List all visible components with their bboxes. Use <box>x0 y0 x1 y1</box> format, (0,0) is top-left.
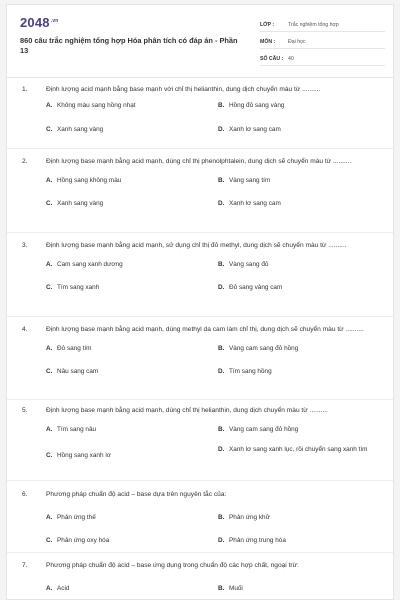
question-stem <box>7 489 393 500</box>
option-a[interactable]: A. Không màu sang hồng nhạt <box>46 102 136 109</box>
question-stem <box>7 240 393 251</box>
question-text: Định lượng base mạnh bằng acid mạnh, sử dụng chỉ thị đỏ methyl, dung dịch sẽ chuyển màu từ .......... <box>46 242 347 249</box>
meta-class-value: Trắc nghiệm tổng hợp <box>288 22 339 28</box>
question-5 <box>7 405 393 459</box>
option-c[interactable]: C. Xanh sang vàng <box>46 200 104 207</box>
question-number: 7. <box>22 562 28 569</box>
option-d[interactable]: D. Xanh lơ sang cam <box>218 200 281 207</box>
question-number: 4. <box>22 326 28 333</box>
question-divider <box>7 480 393 481</box>
option-d[interactable]: D. Tím sang hồng <box>218 368 272 375</box>
question-number: 2. <box>22 158 28 165</box>
question-2 <box>7 156 393 207</box>
meta-count-value: 40 <box>288 56 294 62</box>
meta-count-row <box>260 49 385 66</box>
option-c[interactable]: C. Phản ứng oxy hóa <box>46 537 110 544</box>
option-b[interactable]: B. Muối <box>218 585 243 592</box>
question-divider <box>7 232 393 233</box>
option-c[interactable]: C. Tím sang xanh <box>46 284 100 291</box>
question-6 <box>7 489 393 544</box>
question-stem <box>7 405 393 416</box>
question-stem <box>7 324 393 335</box>
option-a[interactable]: A. Phản ứng thế <box>46 514 96 521</box>
question-4 <box>7 324 393 375</box>
question-number: 6. <box>22 491 28 498</box>
question-divider <box>7 316 393 317</box>
option-a[interactable]: A. Tím sang nâu <box>46 426 97 433</box>
meta-subject-label: MÔN : <box>260 39 276 45</box>
question-text: Định lượng base mạnh bằng acid mạnh, dùng chỉ thị helianthin, dung dịch chuyển màu từ .......... <box>46 407 328 414</box>
option-d[interactable]: D. Xanh lơ sang xanh lục, rồi chuyển sang xanh tím <box>218 446 368 453</box>
question-3 <box>7 240 393 291</box>
option-d[interactable]: D. Xanh lơ sang cam <box>218 126 281 133</box>
option-b[interactable]: B. Vàng sang đỏ <box>218 261 269 268</box>
site-logo[interactable]: $2048^{.vn}$ <box>20 15 59 30</box>
option-a[interactable]: A. Cam sang xanh dương <box>46 261 123 268</box>
meta-class-row <box>260 15 385 32</box>
question-text: Định lượng base mạnh bằng acid mạnh, dùng methyl da cam làm chỉ thị, dung dịch sẽ chuyển màu từ .......... <box>46 326 364 333</box>
question-text: Định lượng acid mạnh bằng base mạnh với chỉ thị helianthin, dung dịch chuyển màu từ .......... <box>46 86 321 93</box>
question-number: 1. <box>22 86 28 93</box>
document-title: 860 câu trắc nghiệm tổng hợp Hóa phân tích có đáp án - Phần 13 <box>20 36 238 55</box>
header-divider <box>7 77 393 78</box>
meta-class-label: LỚP : <box>260 22 275 28</box>
option-b[interactable]: B. Vàng cam sang đỏ hồng <box>218 426 299 433</box>
option-a[interactable]: A. Acid <box>46 585 70 592</box>
option-c[interactable]: C. Xanh sang vàng <box>46 126 104 133</box>
question-number: 5. <box>22 407 28 414</box>
option-d[interactable]: D. Đỏ sang vàng cam <box>218 284 283 291</box>
question-stem <box>7 156 393 167</box>
option-c[interactable]: C. Nâu sang cam <box>46 368 99 375</box>
document-meta <box>260 15 385 66</box>
question-text: Phương pháp chuẩn độ acid – base ứng dụng trong chuẩn độ các hợp chất, ngoại trừ: <box>46 562 299 569</box>
question-divider <box>7 552 393 553</box>
question-stem <box>7 84 393 95</box>
option-b[interactable]: B. Phản ứng khử <box>218 514 270 521</box>
meta-subject-row <box>260 32 385 49</box>
question-text: Định lượng base mạnh bằng acid mạnh, dùng chỉ thị phenolphtalein, dung dịch sẽ chuyển màu từ .......... <box>46 158 352 165</box>
document-page <box>6 4 394 600</box>
question-7 <box>7 560 393 592</box>
question-stem <box>7 560 393 571</box>
meta-count-label: SỐ CÂU : <box>260 56 284 62</box>
option-a[interactable]: A. Đỏ sang tím <box>46 345 92 352</box>
option-b[interactable]: B. Hồng đỏ sang vàng <box>218 102 285 109</box>
option-b[interactable]: B. Vàng cam sang đỏ hồng <box>218 345 299 352</box>
question-1 <box>7 84 393 133</box>
option-c[interactable]: C. Hồng sang xanh lơ <box>46 452 111 459</box>
option-b[interactable]: B. Vàng sang tím <box>218 177 271 184</box>
question-number: 3. <box>22 242 28 249</box>
question-divider <box>7 148 393 149</box>
option-d[interactable]: D. Phản ứng trung hòa <box>218 537 286 544</box>
meta-subject-value: Đại học <box>288 39 306 45</box>
option-a[interactable]: A. Hồng sang không màu <box>46 177 122 184</box>
question-divider <box>7 399 393 400</box>
question-text: Phương pháp chuẩn độ acid – base dựa trên nguyên tắc của: <box>46 491 227 498</box>
document-header <box>7 5 393 73</box>
